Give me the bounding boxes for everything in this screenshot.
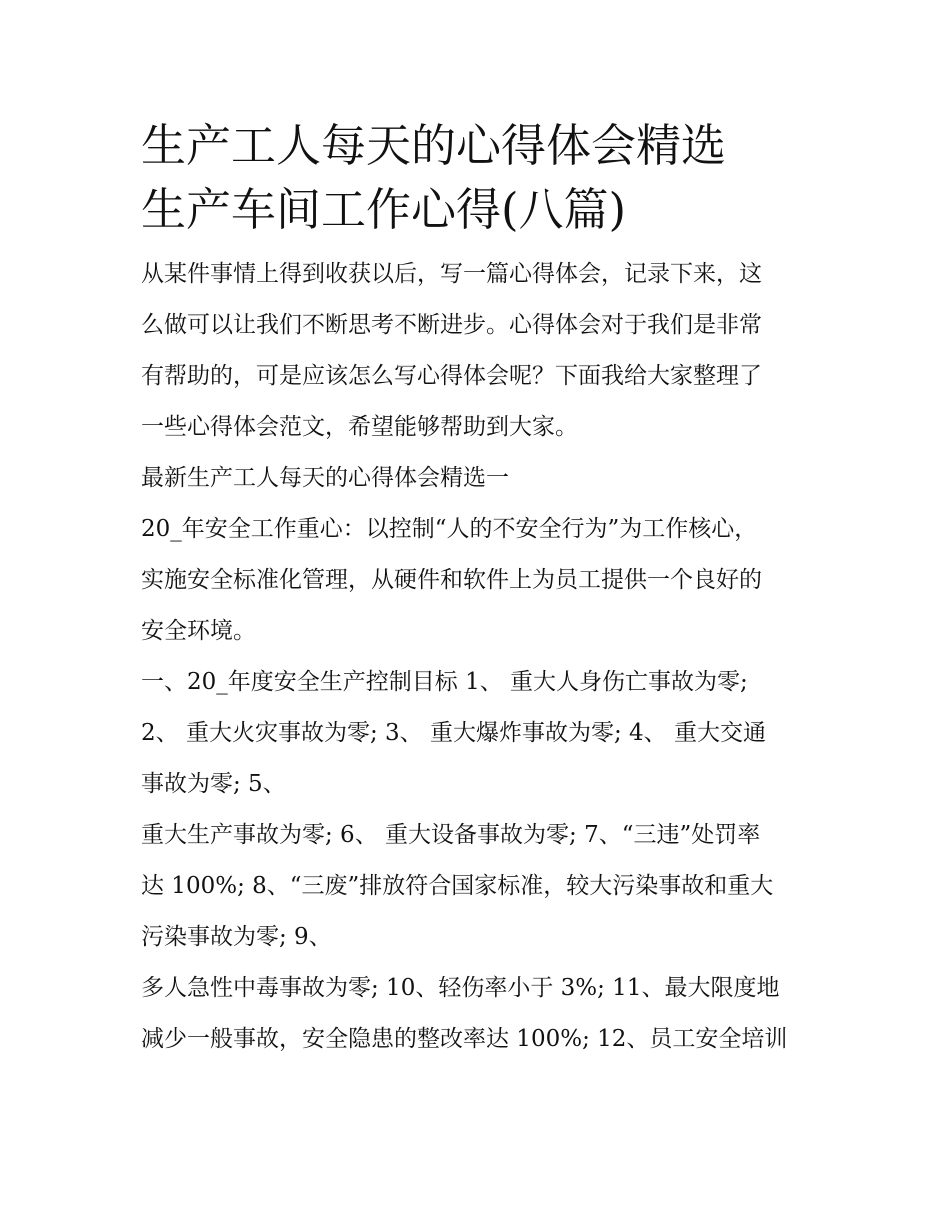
intro-paragraph-line: 一些心得体会范文，希望能够帮助到大家。	[141, 414, 578, 440]
body-paragraph-line: 安全环境。	[141, 618, 256, 644]
target-list-line: 2、 重大火灾事故为零; 3、 重大爆炸事故为零; 4、 重大交通	[141, 720, 766, 746]
target-list-line: 污染事故为零; 9、	[141, 924, 332, 950]
target-list-line: 一、20_年度安全生产控制目标 1、 重大人身伤亡事故为零;	[141, 669, 748, 695]
target-list-line: 达 100%; 8、“三废”排放符合国家标准，较大污染事故和重大	[141, 873, 774, 899]
document-title	[141, 114, 817, 242]
intro-paragraph-line: 从某件事情上得到收获以后，写一篇心得体会，记录下来，这	[141, 261, 762, 287]
document-body	[141, 249, 817, 1065]
intro-paragraph-line: 么做可以让我们不断思考不断进步。心得体会对于我们是非常	[141, 312, 762, 338]
title-line-2: 生产车间工作心得(八篇)	[141, 183, 627, 236]
target-list-line: 事故为零; 5、	[141, 771, 286, 797]
document-content	[141, 114, 817, 1065]
target-list-line: 多人急性中毒事故为零; 10、轻伤率小于 3%; 11、最大限度地	[141, 975, 780, 1001]
section-heading: 最新生产工人每天的心得体会精选一	[141, 465, 509, 491]
target-list-line: 减少一般事故，安全隐患的整改率达 100%; 12、员工安全培训	[141, 1026, 788, 1052]
intro-paragraph-line: 有帮助的，可是应该怎么写心得体会呢？下面我给大家整理了	[141, 363, 762, 389]
target-list-line: 重大生产事故为零; 6、 重大设备事故为零; 7、“三违”处罚率	[141, 822, 761, 848]
title-line-1: 生产工人每天的心得体会精选	[141, 119, 727, 172]
body-paragraph-line: 实施安全标准化管理，从硬件和软件上为员工提供一个良好的	[141, 567, 762, 593]
body-paragraph-line: 20_年安全工作重心：以控制“人的不安全行为”为工作核心，	[141, 516, 758, 542]
